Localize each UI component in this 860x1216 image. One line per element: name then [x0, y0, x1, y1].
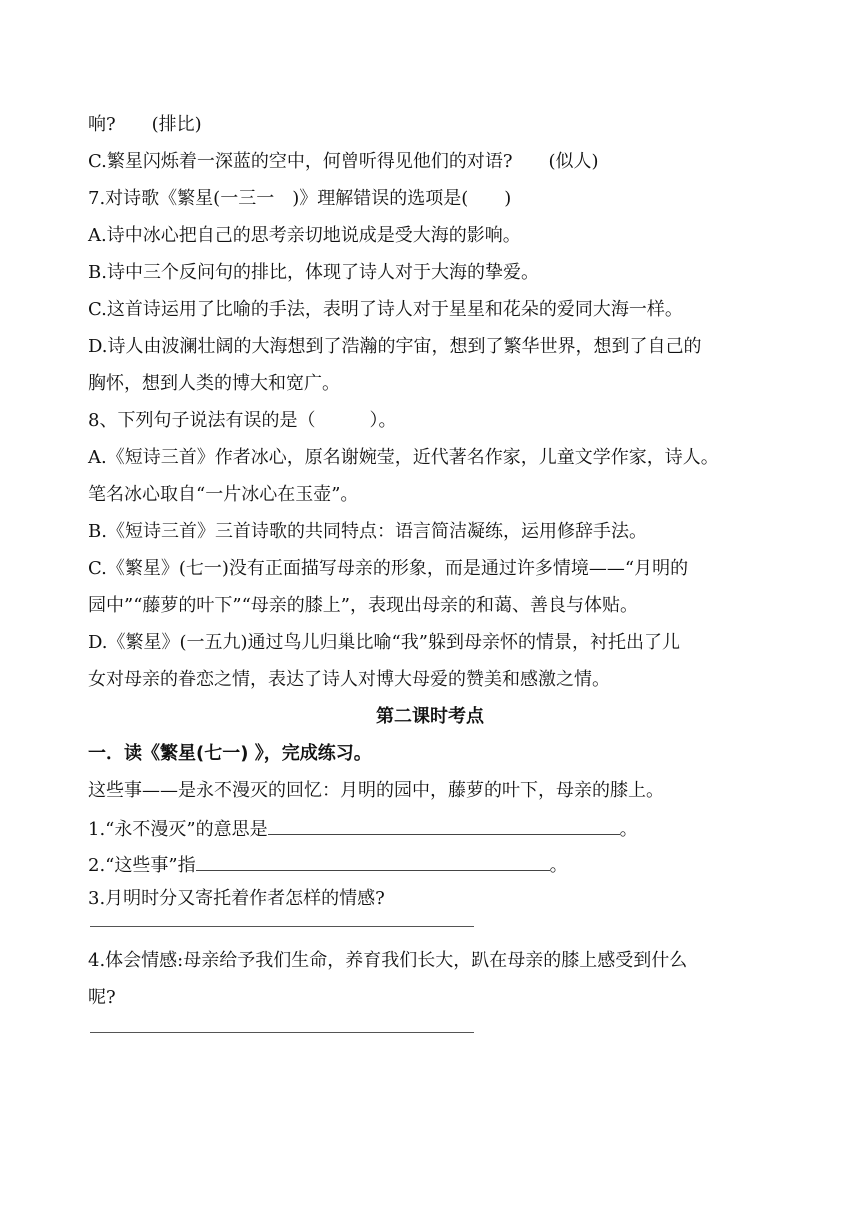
question-2-text: 2.“这些事”指 — [88, 855, 196, 876]
option-c-line: C.繁星闪烁着一深蓝的空中，何曾听得见他们的对语? (似人) — [88, 151, 599, 172]
question-2-end: 。 — [549, 855, 568, 876]
question-8: 8、下列句子说法有误的是（ ）。 — [88, 410, 397, 431]
option-c-line: C.这首诗运用了比喻的手法，表明了诗人对于星星和花朵的爱同大海一样。 — [88, 299, 683, 320]
option-a-line: A.诗中冰心把自己的思考亲切地说成是受大海的影响。 — [88, 225, 521, 246]
option-a-line: A.《短诗三首》作者冰心，原名谢婉莹，近代著名作家，儿童文学作家，诗人。 — [88, 447, 719, 468]
question-1-end: 。 — [619, 819, 638, 840]
option-b-line: B.《短诗三首》三首诗歌的共同特点：语言简洁凝练，运用修辞手法。 — [88, 521, 647, 542]
option-d-line: D.《繁星》(一五九)通过鸟儿归巢比喻“我”躲到母亲怀的情景，衬托出了儿 — [88, 632, 680, 653]
text-line: 响? (排比) — [88, 114, 202, 135]
question-1 — [88, 816, 638, 841]
question-4: 4.体会情感:母亲给予我们生命，养育我们长大，趴在母亲的膝上感受到什么 — [88, 950, 688, 971]
question-1-text: 1.“永不漫灭”的意思是 — [88, 819, 268, 840]
option-c-line: C.《繁星》(七一)没有正面描写母亲的形象，而是通过许多情境——“月明的 — [88, 558, 689, 579]
question-7: 7.对诗歌《繁星(一三一 )》理解错误的选项是( ) — [88, 188, 512, 209]
answer-line[interactable] — [90, 926, 474, 927]
option-b-line: B.诗中三个反问句的排比，体现了诗人对于大海的挚爱。 — [88, 262, 539, 283]
answer-line[interactable] — [90, 1032, 474, 1033]
answer-blank[interactable] — [268, 816, 620, 835]
question-4-continued: 呢? — [88, 987, 116, 1008]
option-a-continued: 笔名冰心取自“一片冰心在玉壶”。 — [88, 484, 359, 505]
question-2 — [88, 852, 568, 877]
option-d-continued: 女对母亲的眷恋之情，表达了诗人对博大母爱的赞美和感激之情。 — [88, 669, 610, 690]
section-title: 第二课时考点 — [376, 706, 484, 727]
option-c-continued: 园中”“藤萝的叶下”“母亲的膝上”，表现出母亲的和蔼、善良与体贴。 — [88, 595, 639, 616]
answer-blank[interactable] — [196, 852, 550, 871]
question-3: 3.月明时分又寄托着作者怎样的情感? — [88, 888, 385, 909]
option-d-continued: 胸怀，想到人类的博大和宽广。 — [88, 373, 340, 394]
poem-line: 这些事——是永不漫灭的回忆：月明的园中，藤萝的叶下，母亲的膝上。 — [88, 780, 664, 801]
part-heading: 一．读《繁星(七一) 》，完成练习。 — [88, 743, 372, 764]
option-d-line: D.诗人由波澜壮阔的大海想到了浩瀚的宇宙，想到了繁华世界，想到了自己的 — [88, 336, 702, 357]
